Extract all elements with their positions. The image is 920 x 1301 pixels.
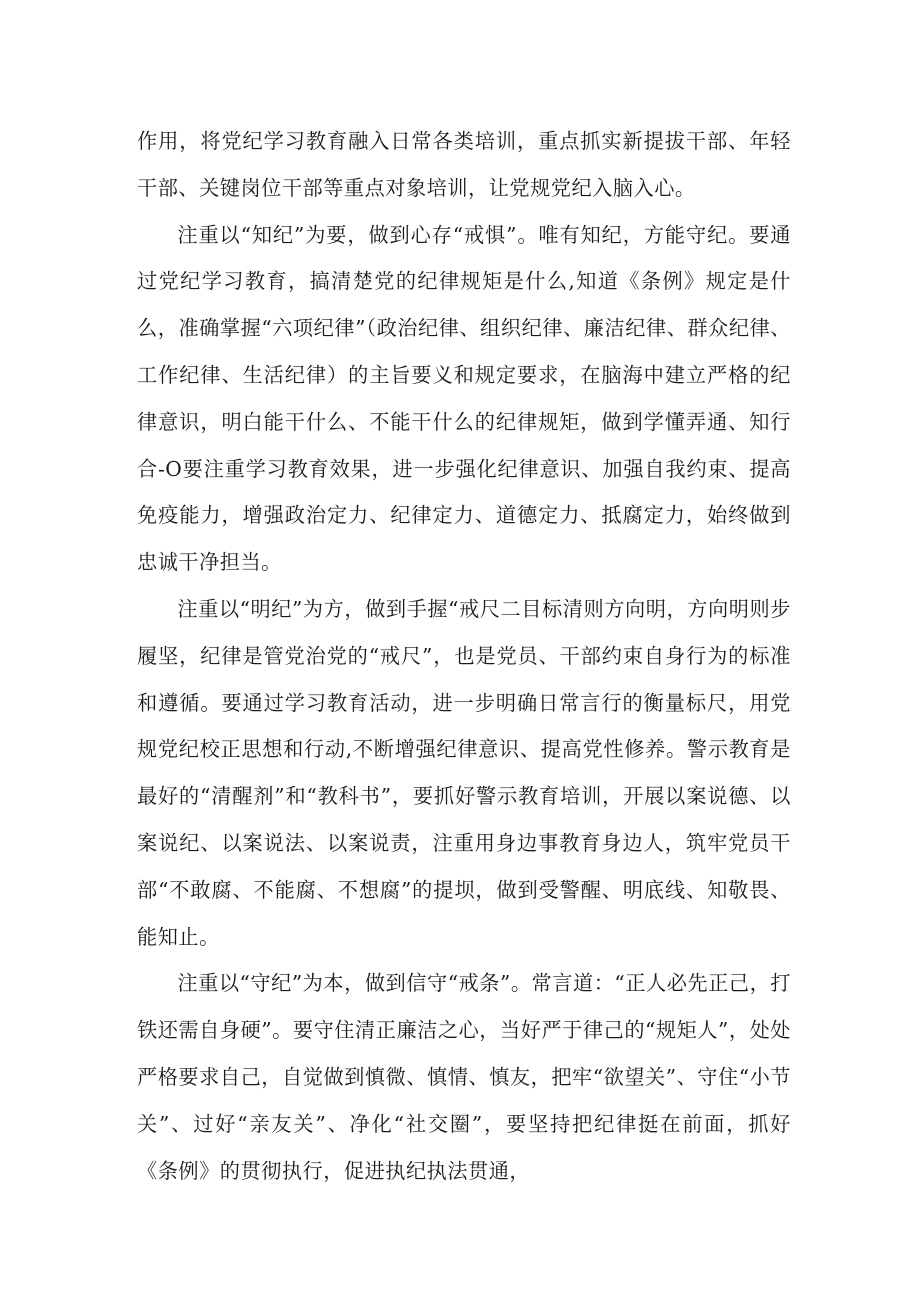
paragraph-3: 注重以“明纪”为方，做到手握“戒尺二目标清则方向明，方向明则步履坚，纪律是管党治党的“戒尺”，也是党员、干部约束自身行为的标准和遵循。要通过学习教育活动，进一步明确日常言行的衡量标尺，用党规党纪校正思想和行动,不断增强纪律意识、提高党性修养。警示教育是最好的“清醒剂”和“教科书”，要抓好警示教育培训，开展以案说德、以案说纪、以案说法、以案说责，注重用身边事教育身边人，筑牢党员干部“不敢腐、不能腐、不想腐”的提坝，做到受警醒、明底线、知敬畏、能知止。	[137, 596, 791, 949]
paragraph-2: 注重以“知纪”为要，做到心存“戒惧”。唯有知纪，方能守纪。要通过党纪学习教育，搞清楚党的纪律规矩是什么,知道《条例》规定是什么，准确掌握“六项纪律”（政治纪律、组织纪律、廉洁纪律、群众纪律、工作纪律、生活纪律）的主旨要义和规定要求，在脑海中建立严格的纪律意识，明白能干什么、不能干什么的纪律规矩，做到学懂弄通、知行合-O要注重学习教育效果，进一步强化纪律意识、加强自我约束、提高免疫能力，增强政治定力、纪律定力、道德定力、抵腐定力，始终做到忠诚干净担当。	[137, 222, 791, 575]
document-page	[137, 118, 791, 1194]
paragraph-4: 注重以“守纪”为本，做到信守“戒条”。常言道：“正人必先正己，打铁还需自身硬”。要守住清正廉洁之心，当好严于律己的“规矩人”，处处严格要求自己，自觉做到慎微、慎情、慎友，把牢“欲望关”、守住“小节关”、过好“亲友关”、净化“社交圈”，要坚持把纪律挺在前面，抓好《条例》的贯彻执行，促进执纪执法贯通，	[137, 971, 791, 1183]
paragraph-1: 作用，将党纪学习教育融入日常各类培训，重点抓实新提拔干部、年轻干部、关键岗位干部等重点对象培训，让党规党纪入脑入心。	[137, 129, 791, 200]
